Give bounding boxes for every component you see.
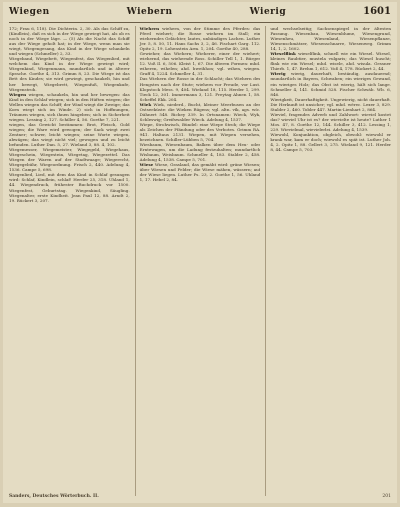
dictionary-entry xyxy=(270,97,391,112)
dictionary-entry xyxy=(270,71,391,96)
entry-headword: Wieselflink xyxy=(270,51,296,57)
footer-sheet-number: 201 xyxy=(382,494,391,499)
column-3 xyxy=(265,26,391,496)
dictionary-entry xyxy=(9,172,130,202)
entry-text: wiegen, das Gewicht bestimmen: Brot, Fleisch, Gold wiegen; die Ware wird gewogen; der Sack wiegt zwei Zentner; schwer, leicht wiegen; seine Worte wiegen, abwägen; das wiegt nicht viel; gewogen und zu leicht befunden. Luther Dan. 5, 27. Wieland 3, 88. 4, 102. xyxy=(9,121,130,148)
entry-text: Wiek, niederd., Bucht, kleiner Meerbusen an der Ostseeküste: die Wieken Rügens; vgl. altn. vík, ags. wíc. Dähnert 548. Richey 339. In Ortsnamen: Wieck, Wyk, Schleswig; Greifswalder Wieck. Adelung 4, 1537. xyxy=(139,101,261,122)
dictionary-entry xyxy=(140,162,261,182)
entry-text: Wierigkeit, Dauerhaftigkeit. Ungewierig, nicht dauerhaft. Die Herkunft ist unsicher; vgl. mhd. wërec. Lexer 3, 829. Stalder 2, 460. Tobler 447. Martin-Lienhart 2, 864. xyxy=(270,96,391,112)
dictionary-entry xyxy=(270,51,391,71)
entry-text: Wiegeband, Wiegebett, Wiegenfest, das Wiegenlied, mit welchem das Kind in der Wiege gewiegt wird; Wiegenkind, Wiegenmann, mundartlich und in älterer Sprache. Goethe 4, 313. Grimm 8, 23. Die Wiege ist das Bett des Kindes; sie wird gewiegt, geschaukelt, hin und her bewegt, Wiegebrett, Wiegenfuß, Wiegenkufe, Wiegenstroh. xyxy=(9,56,130,92)
entry-text: wiehern, von der Stimme des Pferdes: das Pferd wiehert; die Rosse wiehern im Stall; ein wieherndes Gelächter, lautes, unbändiges Lachen. Luther Jer. 5, 8. 50, 11. Hans Sachs 3, 2, 46. Fischart Garg. 112. Opitz 2, 19. Lohenstein Arm. 1, 204. Goethe 40, 288. xyxy=(139,26,261,52)
entry-text: 172; Frau 6, 118). Die Dichterin. 2, 30. Als das Schiff zu, (Kindlein), daß es sich in der Wiege gewiegt hat, als ob es noch in der Wiege läge. — (5) Als die Nacht das Schiff aus der Wiege geholt hat; in der Wiege, wenn man sie wiegt, Wiegengesang, das Kind in der Wiege schaukeln und wiegen (Schmeller) 2, 33. xyxy=(9,26,130,57)
entry-text: und wechselseitig; Sachsenspiegel in der ältesten Fassung. Wiesenbau, Wiesenblume, Wiesengrund, Wiesenheu, Wiesenland, Wiesenpflanze, Wiesenschmätzer, Wiesenschnarre, Wiesenweg. Grimm 14, 1, 2, 1602. xyxy=(270,26,391,52)
footer-signature: Sanders, Deutsches Wörterbuch. II. xyxy=(9,494,99,499)
entry-text: wiegen, schaukeln, hin und her bewegen: das Kind in den Schlaf wiegen; sich in den Hüften wiegen; die Wellen wiegen das Schiff; der Wind wiegt die Zweige; das Korn wiegt sich im Winde. 2) sich in Hoffnungen, Träumen wiegen, sich ihnen hingeben; sich in Sicherheit wiegen. Lessing 2, 127. Schiller 4, 56. Goethe 7, 221. xyxy=(9,91,130,122)
text-columns xyxy=(9,26,391,496)
entry-text: Wiegemesser, Wiegemeister, Wiegegeld, Wiegehaus, Wiegeschein, Wiegestein, Wiegetag, Wiegezettel. Das Wiegen der Waren auf der Stadtwaage; Wiegerecht, Wiegegebühr, Wiegeordnung. Frisch 2, 440. Adelung 4, 1536. Campe 5, 698. xyxy=(9,147,130,173)
page-header xyxy=(9,6,391,23)
entry-headword: Wiegen xyxy=(9,91,27,97)
column-1 xyxy=(9,26,130,496)
dictionary-entry xyxy=(140,122,261,142)
dictionary-entry xyxy=(140,142,261,162)
dictionary-entry xyxy=(9,122,130,147)
dictionary-entry xyxy=(9,26,130,56)
entry-text: Gewieher, das Wiehern; Wieherer, einer der wiehert; wiehernd, das wiehernde Ross. Schiller Tell 1, 1. Bürger 12. Voß Il. 6, 506. Kleist 1, 67. Die älteren Formen: mhd. wiheren, wihelen; ahd. hweihhon; vgl. wihen, wiegen. Graff 4, 1224. Schmeller 4, 31. xyxy=(139,51,261,77)
entry-text: Wiese, Grasland, das gemäht wird: grüne Wiesen; über Wiesen und Felder; die Wiese mähen, wässern; auf der Wiese liegen. Luther Ps. 23, 2. Goethe 1, 56. Uhland 1, 17. Hebel 2, 84. xyxy=(139,162,261,183)
entry-text: wierig, dauerhaft, beständig, ausdauernd; mundartlich in Bayern, Schwaben; ein wieriges Gewand, ein wieriges Holz; das Obst ist wierig, hält sich lange. Schmeller 4, 141. Schmid 528. Fischer Schwäb. Wb. 6, 846. xyxy=(270,71,391,97)
entry-text: Wiepe, Strohwisch, Bündel: eine Wiepe Stroh; die Wiepe als Zeichen der Pfändung oder des Verbotes. Grimm RA. 941. Haltaus 2131. Wiepen, mit Wiepen versehen, bezeichnen. Schiller-Lübben 5, 704. xyxy=(139,121,261,143)
entry-text: Wiesbaum, Wiesenbaum, Balken über dem Heu- oder Erntewagen, um die Ladung festzuhalten; mundartlich Wisbaum, Weisbaum. Schmeller 4, 183. Stalder 2, 458. Adelung 4, 1538. Campe 5, 701. xyxy=(139,142,261,163)
right-guide-word: Wierig xyxy=(249,7,287,17)
dictionary-entry xyxy=(9,56,130,91)
dictionary-entry xyxy=(270,112,391,132)
page-number: 1601 xyxy=(363,6,391,17)
left-guide-word: Wiegen xyxy=(9,7,50,17)
page-footer xyxy=(9,494,391,499)
entry-text: Wieviel, fragendes Adverb und Zahlwort: wieviel kostet das? wieviel Uhr ist es? der wievielte ist heute? Luther 1 Mos. 47, 8. Goethe 12, 144. Schiller 3, 412. Lessing 1, 229. Wievielmal, wievielerlei. Adelung 4, 1539. xyxy=(270,111,391,132)
dictionary-entry xyxy=(140,51,261,76)
entry-headword: Wiehern xyxy=(139,26,160,31)
entry-text: wieselflink, schnell wie ein Wiesel. Wiesel, kleines Raubtier, mustela vulgaris; das Wiesel huscht; flink wie ein Wiesel; mhd. wisele, ahd. wisula. Gessner Thierb. 1, 47. Brehm 1, 612. Voß 4, 178. Rückert 2, 44. xyxy=(270,51,391,72)
dictionary-entry xyxy=(140,102,261,122)
entry-text: Wiewohl, Konjunktion, obgleich, obwohl: wiewohl er krank war, kam er doch; wiewohl es spät ist. Luther Joh. 4, 2. Opitz 1, 88. Gellert 3, 275. Wieland 9, 121. Herder 8, 44. Campe 5, 703. xyxy=(270,131,391,153)
dictionary-entry xyxy=(9,147,130,172)
dictionary-entry xyxy=(270,132,391,152)
dictionary-entry xyxy=(270,26,391,51)
dictionary-entry xyxy=(140,76,261,101)
column-2 xyxy=(135,26,261,496)
entry-text: Das Wiehern der Rosse in der Schlacht; das Wiehern des Hengstes nach der Stute; wiehern vor Freude, vor Lust. Klopstock Mess. 9, 404. Wieland 18, 115. Herder 1, 299. Tieck 12, 301. Immermann 3, 121. Freytag Ahnen 1, 58. Scheffel Ekk. 204. xyxy=(139,76,261,102)
center-guide-word: Wiebern xyxy=(126,7,173,17)
dictionary-entry xyxy=(140,26,261,51)
entry-headword: Wierig xyxy=(270,71,286,77)
entry-headword: Wiese xyxy=(139,162,154,168)
dictionary-page xyxy=(3,2,397,503)
dictionary-entry xyxy=(9,92,130,122)
entry-text: Wiegenlied, Lied, mit dem das Kind in Schlaf gesungen wird: Schlaf, Kindlein, schlaf! Herder 25, 318. Uhland 1, 44. Wiegendruck, frühester Buchdruck vor 1500. Wiegenfest, Geburtstag. Wiegenkind, Säugling. Wiegenalter, erste Kindheit. Jean Paul 12, 88. Arndt 2, 19. Rückert 3, 207. xyxy=(9,172,130,203)
entry-headword: Wiek xyxy=(139,101,152,107)
